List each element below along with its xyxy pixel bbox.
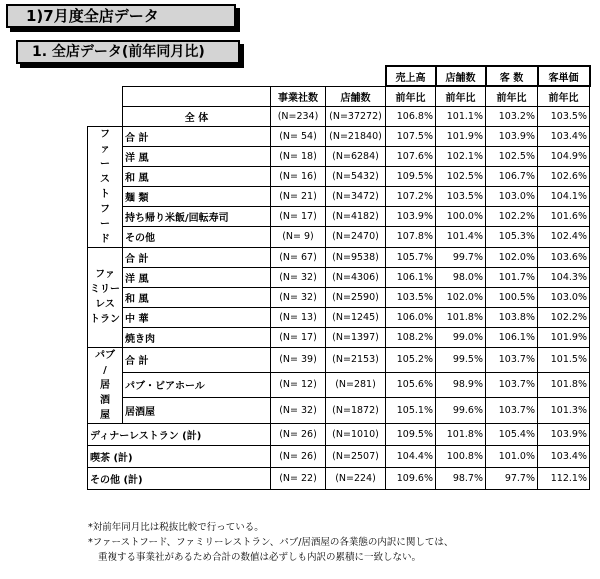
cell-avg-spend: 101.8% [538, 372, 590, 397]
row-label: 麺 類 [123, 186, 271, 206]
row-label: 合 計 [123, 347, 271, 372]
total-label: ディナーレストラン (計) [88, 423, 271, 445]
cell-avg-spend: 103.4% [538, 126, 590, 146]
cell-store-count: 98.9% [436, 372, 486, 397]
table-row [88, 287, 590, 307]
cell-companies: (N= 9) [271, 227, 326, 247]
cell-avg-spend: 101.5% [538, 347, 590, 372]
cell-sales: 107.8% [386, 227, 436, 247]
cell-store-count: 101.9% [436, 126, 486, 146]
table-row [88, 267, 590, 287]
cell-sales: 105.7% [386, 247, 436, 267]
cell-avg-spend: 104.1% [538, 186, 590, 206]
category-char: 酒 [100, 394, 110, 406]
row-label: 中 華 [123, 307, 271, 327]
row-label: パブ・ビアホール [123, 372, 271, 397]
header-companies: 事業社数 [271, 86, 326, 106]
table-row [88, 398, 590, 423]
overall-label: 全 体 [123, 106, 271, 126]
row-label: 洋 風 [123, 146, 271, 166]
cell-companies: (N= 32) [271, 287, 326, 307]
category-char: ー [100, 218, 110, 230]
cell-sales: 106.1% [386, 267, 436, 287]
cell-sales: 103.5% [386, 287, 436, 307]
header-blank [123, 86, 271, 106]
overall-avg-spend: 103.5% [538, 106, 590, 126]
cell-store-count: 99.5% [436, 347, 486, 372]
overall-customers: 103.2% [486, 106, 538, 126]
row-label: 合 計 [123, 247, 271, 267]
total-label: 喫茶 (計) [88, 445, 271, 467]
row-label: その他 [123, 227, 271, 247]
store-data-table [87, 65, 591, 490]
table-row [88, 186, 590, 206]
cell-stores: (N=4182) [326, 207, 386, 227]
table-row [88, 307, 590, 327]
cell-customers: 103.0% [486, 186, 538, 206]
category-label-group-0 [88, 126, 123, 247]
cell-companies: (N= 13) [271, 307, 326, 327]
cell-customers: 102.2% [486, 207, 538, 227]
table-row [88, 327, 590, 347]
cell-companies: (N= 54) [271, 126, 326, 146]
cell-sales: 103.9% [386, 207, 436, 227]
cell-avg-spend: 101.6% [538, 207, 590, 227]
category-char: ァ [100, 143, 110, 155]
cell-store-count: 102.1% [436, 146, 486, 166]
cell-companies: (N= 16) [271, 166, 326, 186]
category-char: ス [100, 173, 110, 185]
header-yoy-customers: 前年比 [486, 86, 538, 106]
cell-customers: 101.7% [486, 267, 538, 287]
footnote-3: 重複する事業社があるため合計の数値は必ずしも内訳の累積に一致しない。 [98, 552, 422, 563]
cell-stores: (N=3472) [326, 186, 386, 206]
cell-stores: (N=6284) [326, 146, 386, 166]
table-row [88, 146, 590, 166]
cell-companies: (N= 18) [271, 146, 326, 166]
cell-customers: 105.3% [486, 227, 538, 247]
total-row [88, 467, 590, 489]
category-char: 屋 [100, 409, 110, 421]
table-row [88, 372, 590, 397]
cell-store-count: 102.5% [436, 166, 486, 186]
header-customers: 客 数 [486, 66, 538, 86]
cell-stores: (N=2507) [326, 445, 386, 467]
cell-sales: 107.6% [386, 146, 436, 166]
cell-customers: 102.5% [486, 146, 538, 166]
cell-store-count: 100.0% [436, 207, 486, 227]
cell-store-count: 98.7% [436, 467, 486, 489]
cell-sales: 105.1% [386, 398, 436, 423]
cell-stores: (N=224) [326, 467, 386, 489]
table-row [88, 347, 590, 372]
cell-store-count: 101.4% [436, 227, 486, 247]
cell-store-count: 98.0% [436, 267, 486, 287]
cell-stores: (N=2590) [326, 287, 386, 307]
overall-row [88, 106, 590, 126]
category-char: ド [100, 233, 110, 245]
overall-store-count: 101.1% [436, 106, 486, 126]
cell-companies: (N= 26) [271, 445, 326, 467]
cell-stores: (N=5432) [326, 166, 386, 186]
cell-store-count: 99.7% [436, 247, 486, 267]
cell-companies: (N= 32) [271, 398, 326, 423]
cell-avg-spend: 101.9% [538, 327, 590, 347]
category-char: ミリー [90, 284, 120, 295]
cell-avg-spend: 103.9% [538, 423, 590, 445]
category-char: パブ [95, 349, 115, 361]
category-label-group-1 [88, 247, 123, 347]
cell-customers: 103.7% [486, 347, 538, 372]
cell-stores: (N=1397) [326, 327, 386, 347]
category-char: ー [100, 158, 110, 170]
row-label: 持ち帰り米飯/回転寿司 [123, 207, 271, 227]
footnote-2: *ファーストフード、ファミリーレストラン、パブ/居酒屋の各業態の内訳に関しては、 [88, 537, 454, 548]
row-label: 居酒屋 [123, 398, 271, 423]
overall-sales: 106.8% [386, 106, 436, 126]
cell-companies: (N= 39) [271, 347, 326, 372]
cell-companies: (N= 12) [271, 372, 326, 397]
header-yoy-avg-spend: 前年比 [538, 86, 590, 106]
cell-store-count: 103.5% [436, 186, 486, 206]
table-row [88, 166, 590, 186]
cell-companies: (N= 17) [271, 327, 326, 347]
cell-customers: 103.7% [486, 398, 538, 423]
category-char: 居 [100, 379, 110, 391]
page-banner-title: 1)7月度全店データ [6, 4, 236, 28]
cell-customers: 100.5% [486, 287, 538, 307]
cell-sales: 105.6% [386, 372, 436, 397]
cell-stores: (N=21840) [326, 126, 386, 146]
cell-customers: 103.8% [486, 307, 538, 327]
cell-store-count: 100.8% [436, 445, 486, 467]
total-label: その他 (計) [88, 467, 271, 489]
cell-stores: (N=1245) [326, 307, 386, 327]
cell-sales: 105.2% [386, 347, 436, 372]
footnote-1: *対前年同月比は税抜比較で行っている。 [88, 522, 264, 533]
cell-avg-spend: 102.4% [538, 227, 590, 247]
cell-stores: (N=1872) [326, 398, 386, 423]
row-label: 和 風 [123, 166, 271, 186]
table-row [88, 207, 590, 227]
cell-store-count: 99.6% [436, 398, 486, 423]
cell-sales: 108.2% [386, 327, 436, 347]
header-yoy-sales: 前年比 [386, 86, 436, 106]
cell-customers: 101.0% [486, 445, 538, 467]
table-row [88, 126, 590, 146]
footnotes [88, 520, 453, 565]
cell-store-count: 101.8% [436, 307, 486, 327]
table-row [88, 247, 590, 267]
cell-avg-spend: 103.4% [538, 445, 590, 467]
cell-avg-spend: 101.3% [538, 398, 590, 423]
total-row [88, 423, 590, 445]
row-label: 合 計 [123, 126, 271, 146]
header-store-count: 店舗数 [436, 66, 486, 86]
cell-store-count: 102.0% [436, 287, 486, 307]
category-char: / [103, 364, 107, 376]
cell-customers: 106.1% [486, 327, 538, 347]
cell-avg-spend: 102.6% [538, 166, 590, 186]
cell-avg-spend: 103.6% [538, 247, 590, 267]
header-sales: 売上高 [386, 66, 436, 86]
cell-stores: (N=9538) [326, 247, 386, 267]
cell-avg-spend: 104.3% [538, 267, 590, 287]
category-label-group-2 [88, 347, 123, 423]
category-char: トラン [90, 314, 120, 325]
cell-customers: 103.9% [486, 126, 538, 146]
cell-sales: 107.2% [386, 186, 436, 206]
cell-store-count: 101.8% [436, 423, 486, 445]
cell-stores: (N=4306) [326, 267, 386, 287]
category-char: レス [95, 299, 115, 310]
cell-sales: 109.5% [386, 423, 436, 445]
cell-companies: (N= 17) [271, 207, 326, 227]
row-label: 和 風 [123, 287, 271, 307]
cell-stores: (N=2153) [326, 347, 386, 372]
cell-companies: (N= 67) [271, 247, 326, 267]
overall-stores: (N=37272) [326, 106, 386, 126]
category-char: ファ [95, 269, 115, 280]
header-yoy-stores: 前年比 [436, 86, 486, 106]
overall-companies: (N=234) [271, 106, 326, 126]
cell-stores: (N=281) [326, 372, 386, 397]
cell-store-count: 99.0% [436, 327, 486, 347]
cell-stores: (N=2470) [326, 227, 386, 247]
row-label: 焼き肉 [123, 327, 271, 347]
header-avg-spend: 客単価 [538, 66, 590, 86]
cell-customers: 102.0% [486, 247, 538, 267]
cell-avg-spend: 103.0% [538, 287, 590, 307]
total-row [88, 445, 590, 467]
cell-avg-spend: 104.9% [538, 146, 590, 166]
cell-companies: (N= 26) [271, 423, 326, 445]
cell-companies: (N= 32) [271, 267, 326, 287]
cell-customers: 97.7% [486, 467, 538, 489]
cell-sales: 107.5% [386, 126, 436, 146]
cell-sales: 109.6% [386, 467, 436, 489]
table-row [88, 227, 590, 247]
cell-sales: 106.0% [386, 307, 436, 327]
cell-stores: (N=1010) [326, 423, 386, 445]
cell-companies: (N= 22) [271, 467, 326, 489]
category-char: フ [100, 128, 110, 140]
section-title: 1. 全店データ(前年同月比) [16, 40, 240, 64]
category-char: ト [100, 188, 110, 200]
row-label: 洋 風 [123, 267, 271, 287]
cell-customers: 105.4% [486, 423, 538, 445]
header-stores: 店舗数 [326, 86, 386, 106]
category-char: フ [100, 203, 110, 215]
cell-customers: 106.7% [486, 166, 538, 186]
cell-customers: 103.7% [486, 372, 538, 397]
cell-sales: 109.5% [386, 166, 436, 186]
cell-avg-spend: 102.2% [538, 307, 590, 327]
cell-companies: (N= 21) [271, 186, 326, 206]
cell-avg-spend: 112.1% [538, 467, 590, 489]
cell-sales: 104.4% [386, 445, 436, 467]
